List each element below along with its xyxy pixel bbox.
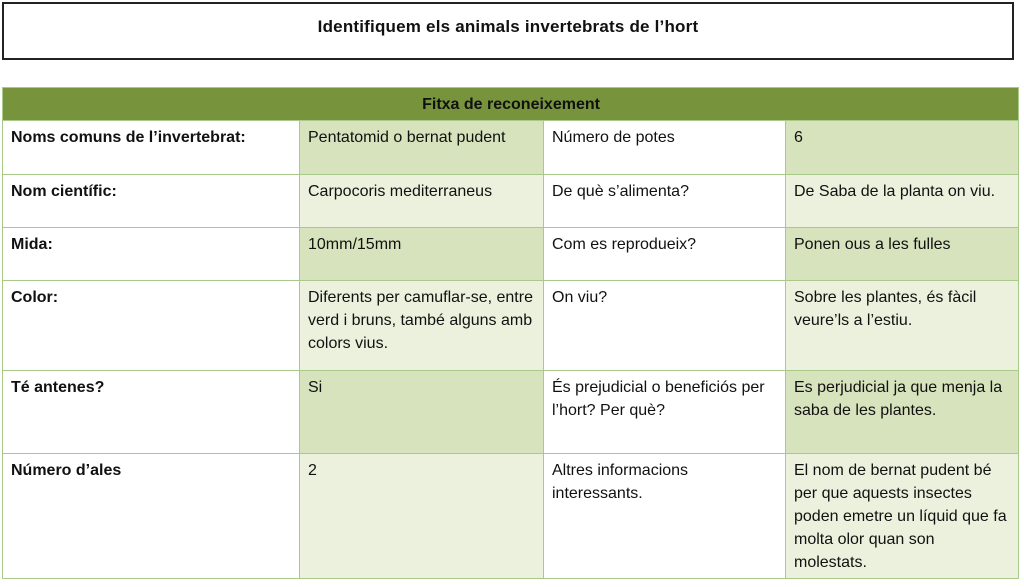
row-label: Número d’ales bbox=[3, 454, 300, 579]
table-row bbox=[3, 228, 1019, 281]
row-value: Carpocoris mediterraneus bbox=[300, 175, 544, 228]
card-header-row bbox=[3, 88, 1019, 121]
row-question: És prejudicial o beneficiós per l’hort? Per què? bbox=[544, 371, 786, 454]
row-question: On viu? bbox=[544, 281, 786, 371]
row-answer: 6 bbox=[786, 121, 1019, 175]
row-question: Número de potes bbox=[544, 121, 786, 175]
table-row bbox=[3, 121, 1019, 175]
table-row bbox=[3, 281, 1019, 371]
row-label: Color: bbox=[3, 281, 300, 371]
table-row bbox=[3, 175, 1019, 228]
row-label: Nom científic: bbox=[3, 175, 300, 228]
row-answer: Ponen ous a les fulles bbox=[786, 228, 1019, 281]
document-title-box bbox=[2, 2, 1014, 60]
row-answer: Sobre les plantes, és fàcil veure’ls a l’estiu. bbox=[786, 281, 1019, 371]
row-question: Com es reprodueix? bbox=[544, 228, 786, 281]
row-value: Pentatomid o bernat pudent bbox=[300, 121, 544, 175]
row-value: Diferents per camuflar-se, entre verd i bruns, també alguns amb colors vius. bbox=[300, 281, 544, 371]
row-label: Mida: bbox=[3, 228, 300, 281]
row-answer: Es perjudicial ja que menja la saba de les plantes. bbox=[786, 371, 1019, 454]
row-value: Si bbox=[300, 371, 544, 454]
table-row bbox=[3, 371, 1019, 454]
card-header: Fitxa de reconeixement bbox=[3, 88, 1019, 121]
row-answer: De Saba de la planta on viu. bbox=[786, 175, 1019, 228]
row-question: Altres informacions interessants. bbox=[544, 454, 786, 579]
recognition-card-table bbox=[2, 87, 1019, 579]
table-row bbox=[3, 454, 1019, 579]
row-question: De què s’alimenta? bbox=[544, 175, 786, 228]
document-title: Identifiquem els animals invertebrats de l’hort bbox=[317, 17, 699, 36]
row-answer: El nom de bernat pudent bé per que aquests insectes poden emetre un líquid que fa molta olor quan son molestats. bbox=[786, 454, 1019, 579]
row-value: 2 bbox=[300, 454, 544, 579]
row-value: 10mm/15mm bbox=[300, 228, 544, 281]
row-label: Noms comuns de l’invertebrat: bbox=[3, 121, 300, 175]
row-label: Té antenes? bbox=[3, 371, 300, 454]
